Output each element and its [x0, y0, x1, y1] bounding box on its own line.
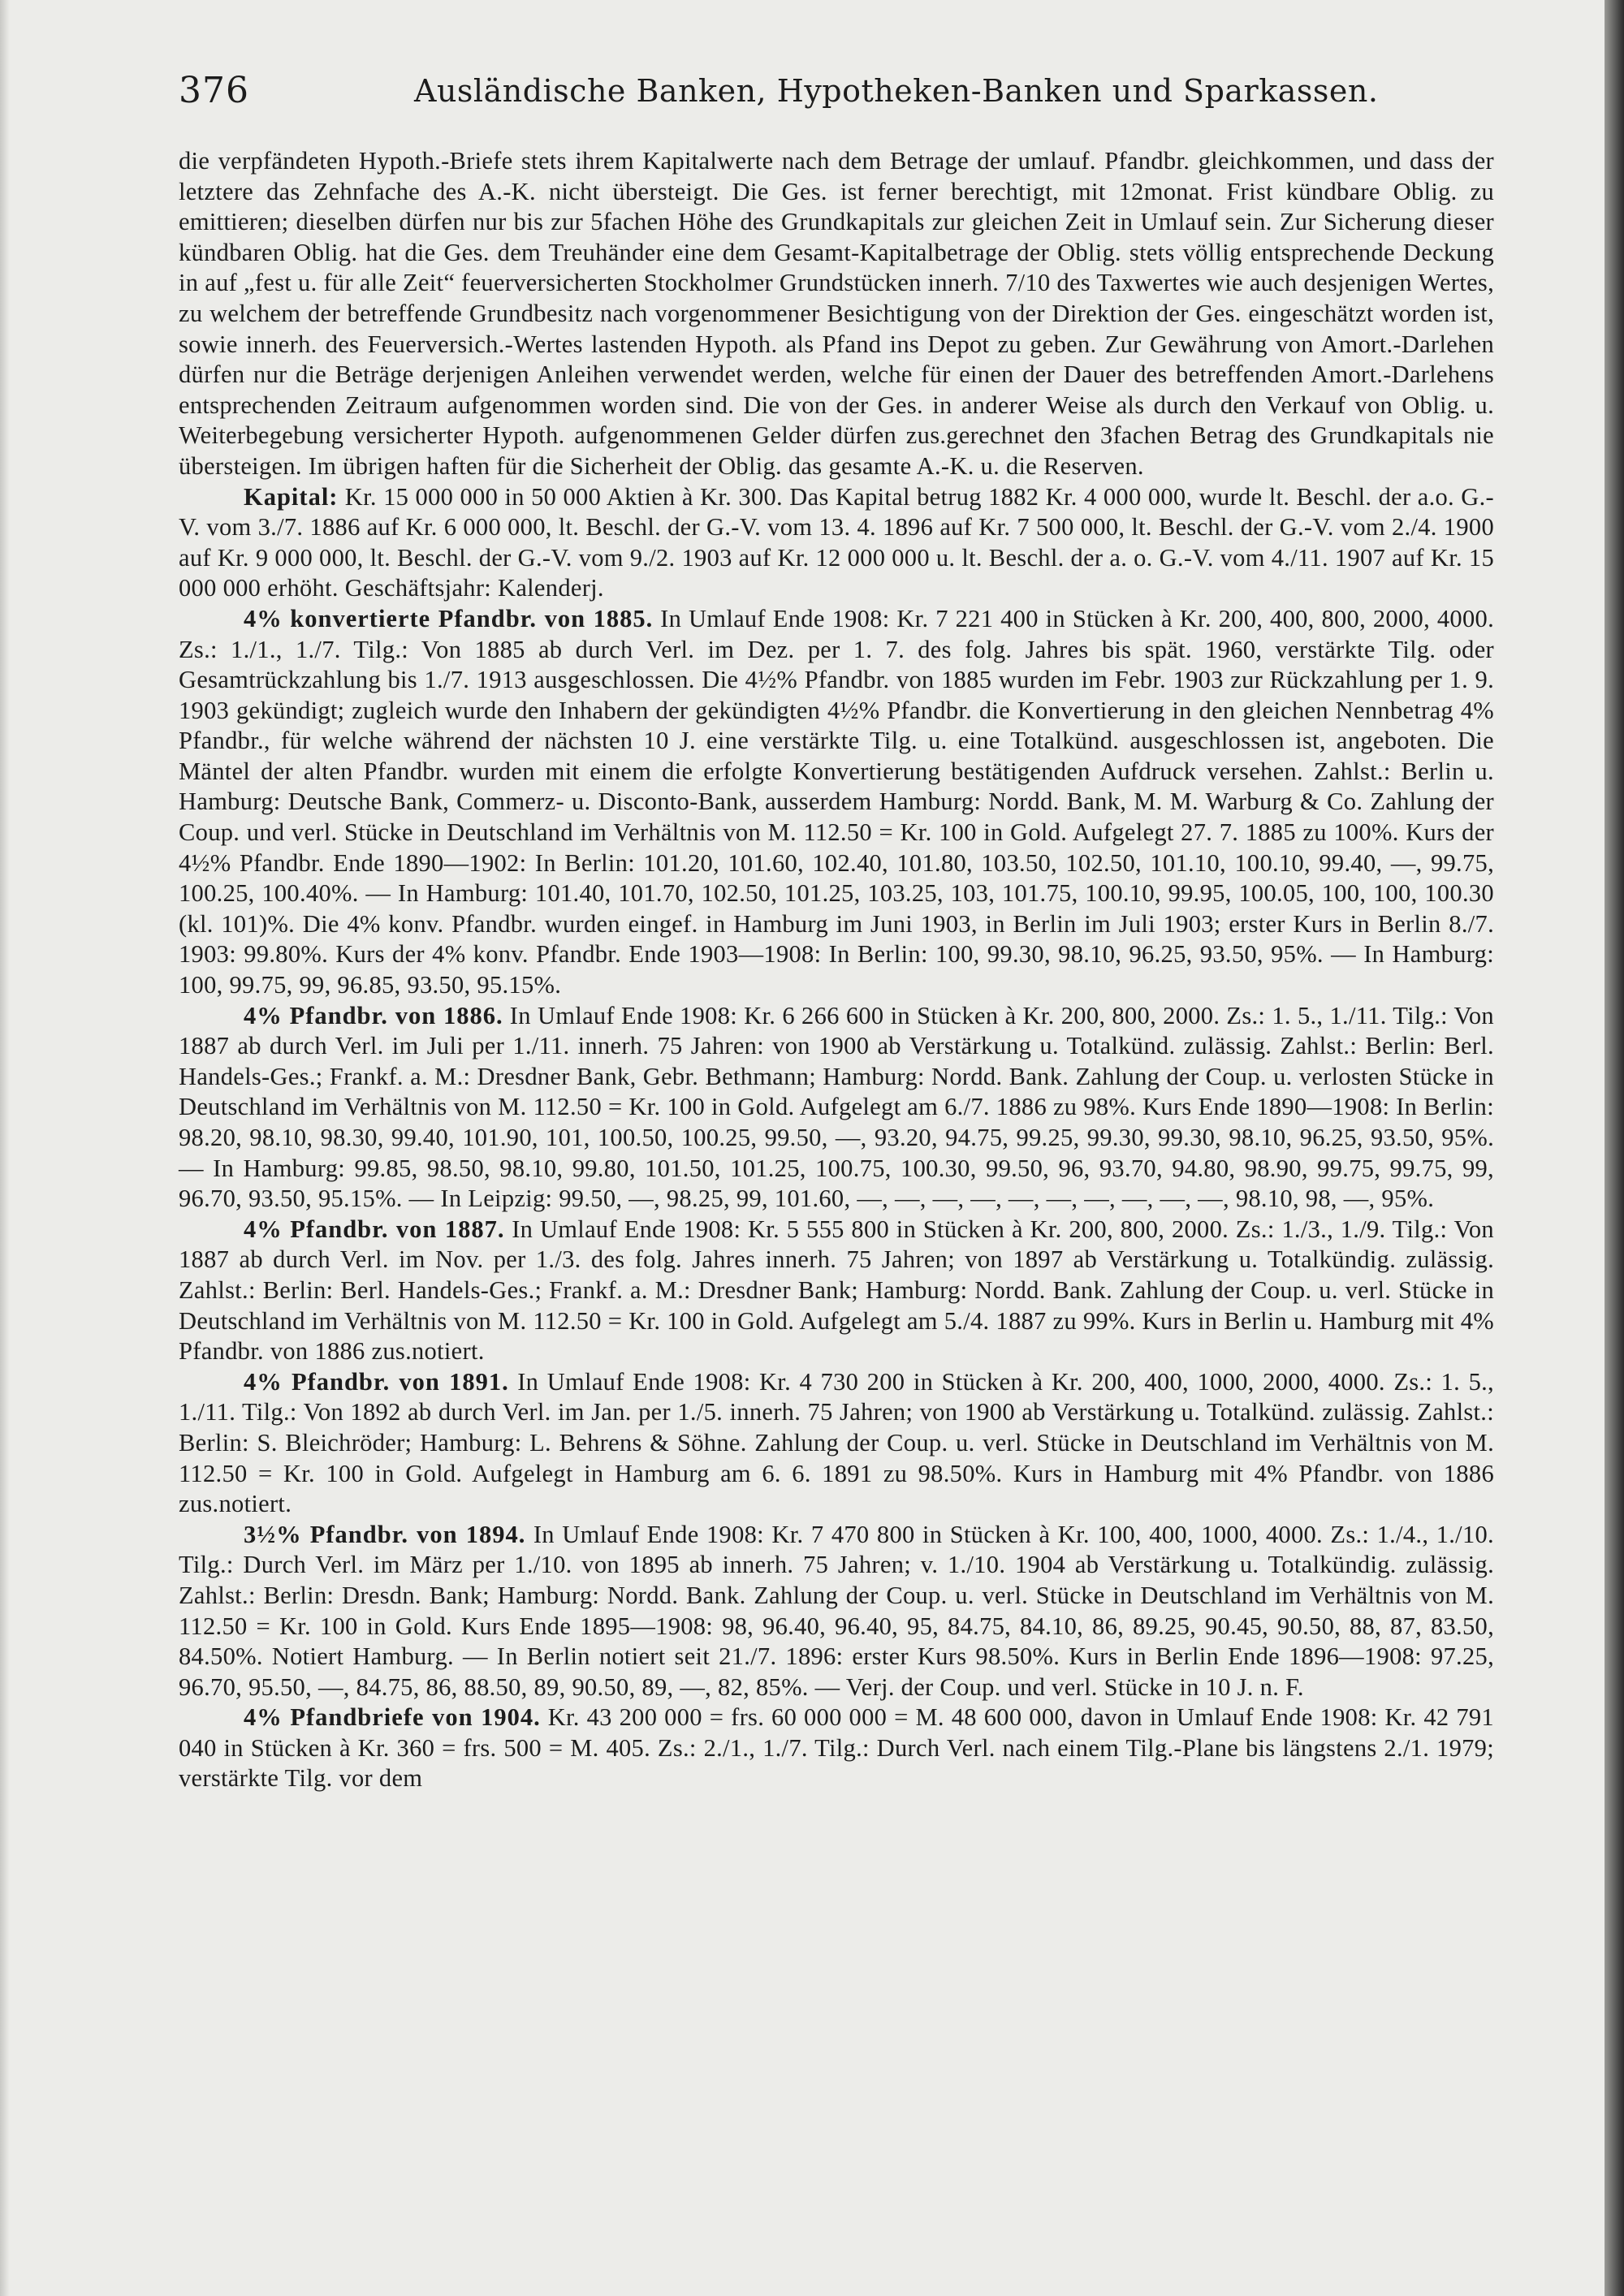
paragraph-heading: Kapital:	[244, 482, 339, 511]
paragraph-text: In Umlauf Ende 1908: Kr. 6 266 600 in Stücken à Kr. 200, 800, 2000. Zs.: 1. 5., 1./11. Tilg.: Von 1887 ab durch Verl. im Juli per 1./11. innerh. 75 Jahren: von 1900 ab Verstärkung u. Totalkünd. zulässig. Zahlst.: Berlin: Berl. Handels-Ges.; Frankf. a. M.: Dresdner Bank, Gebr. Bethmann; Hamburg: Nordd. Bank. Zahlung der Coup. u. verlosten Stücke in Deutschland im Verhältnis von M. 112.50 = Kr. 100 in Gold. Aufgelegt am 6./7. 1886 zu 98%. Kurs Ende 1890—1908: In Berlin: 98.20, 98.10, 98.30, 99.40, 101.90, 101, 100.50, 100.25, 99.50, —, 93.20, 94.75, 99.25, 99.30, 99.30, 98.10, 96.25, 93.50, 95%. — In Hamburg: 99.85, 98.50, 98.10, 99.80, 101.50, 101.25, 100.75, 100.30, 99.50, 96, 93.70, 94.80, 98.90, 99.75, 99.75, 99, 96.70, 93.50, 95.15%. — In Leipzig: 99.50, —, 98.25, 99, 101.60, —, —, —, —, —, —, —, —, —, —, 98.10, 98, —, 95%.	[179, 1001, 1494, 1213]
page-header	[179, 70, 1494, 110]
paragraph-pfandbr-1886	[179, 1001, 1494, 1215]
paragraph-text: In Umlauf Ende 1908: Kr. 7 470 800 in Stücken à Kr. 100, 400, 1000, 4000. Zs.: 1./4., 1./10. Tilg.: Durch Verl. im März per 1./10. von 1895 ab innerh. 75 Jahren; v. 1./10. 1904 ab Verstärkung u. Totalkündig. zulässig. Zahlst.: Berlin: Dresdn. Bank; Hamburg: Nordd. Bank. Zahlung der Coup. u. verl. Stücke in Deutschland im Verhältnis von M. 112.50 = Kr. 100 in Gold. Kurs Ende 1895—1908: 98, 96.40, 96.40, 95, 84.75, 84.10, 86, 89.25, 90.45, 90.50, 88, 87, 83.50, 84.50%. Notiert Hamburg. — In Berlin notiert seit 21./7. 1896: erster Kurs 98.50%. Kurs in Berlin Ende 1896—1908: 97.25, 96.70, 95.50, —, 84.75, 86, 88.50, 89, 90.50, 89, —, 82, 85%. — Verj. der Coup. und verl. Stücke in 10 J. n. F.	[179, 1520, 1494, 1701]
paragraph-security-rules	[179, 146, 1494, 482]
paragraph-text: In Umlauf Ende 1908: Kr. 5 555 800 in Stücken à Kr. 200, 800, 2000. Zs.: 1./3., 1./9. Tilg.: Von 1887 ab durch Verl. im Nov. per 1./3. des folg. Jahres innerh. 75 Jahren; von 1897 ab Verstärkung u. Totalkündig. zulässig. Zahlst.: Berlin: Berl. Handels-Ges.; Frankf. a. M.: Dresdner Bank; Hamburg: Nordd. Bank. Zahlung der Coup. u. verl. Stücke in Deutschland im Verhältnis von M. 112.50 = Kr. 100 in Gold. Aufgelegt am 5./4. 1887 zu 99%. Kurs in Berlin u. Hamburg mit 4% Pfandbr. von 1886 zus.notiert.	[179, 1215, 1494, 1366]
paragraph-pfandbr-1891	[179, 1367, 1494, 1520]
paragraph-heading: 4% Pfandbr. von 1887.	[244, 1215, 505, 1243]
paragraph-heading: 4% Pfandbr. von 1891.	[244, 1367, 509, 1396]
paragraph-text: In Umlauf Ende 1908: Kr. 4 730 200 in Stücken à Kr. 200, 400, 1000, 2000, 4000. Zs.: 1. 5., 1./11. Tilg.: Von 1892 ab durch Verl. im Jan. per 1./5. innerh. 75 Jahren; von 1900 ab Verstärkung u. Totalkünd. zulässig. Zahlst.: Berlin: S. Bleichröder; Hamburg: L. Behrens & Söhne. Zahlung der Coup. u. verl. Stücke in Deutschland im Verhältnis von M. 112.50 = Kr. 100 in Gold. Aufgelegt in Hamburg am 6. 6. 1891 zu 98.50%. Kurs in Hamburg mit 4% Pfandbr. von 1886 zus.notiert.	[179, 1367, 1494, 1518]
paragraph-heading: 3½% Pfandbr. von 1894.	[244, 1520, 526, 1548]
page-left-edge	[0, 0, 10, 2296]
paragraph-text: In Umlauf Ende 1908: Kr. 7 221 400 in Stücken à Kr. 200, 400, 800, 2000, 4000. Zs.: 1./1., 1./7. Tilg.: Von 1885 ab durch Verl. im Dez. per 1. 7. des folg. Jahres bis spät. 1960, verstärkte Tilg. oder Gesamtrückzahlung bis 1./7. 1913 ausgeschlossen. Die 4½% Pfandbr. von 1885 wurden im Febr. 1903 zur Rückzahlung per 1. 9. 1903 gekündigt; zugleich wurde den Inhabern der gekündigten 4½% Pfandbr. die Konvertierung in den gleichen Nennbetrag 4% Pfandbr., für welche während der nächsten 10 J. eine verstärkte Tilg. u. eine Totalkünd. ausgeschlossen ist, angeboten. Die Mäntel der alten Pfandbr. wurden mit einem die erfolgte Konvertierung bestätigenden Aufdruck versehen. Zahlst.: Berlin u. Hamburg: Deutsche Bank, Commerz- u. Disconto-Bank, ausserdem Hamburg: Nordd. Bank, M. M. Warburg & Co. Zahlung der Coup. und verl. Stücke in Deutschland im Verhältnis von M. 112.50 = Kr. 100 in Gold. Aufgelegt 27. 7. 1885 zu 100%. Kurs der 4½% Pfandbr. Ende 1890—1902: In Berlin: 101.20, 101.60, 102.40, 101.80, 103.50, 102.50, 101.10, 100.10, 99.40, —, 99.75, 100.25, 100.40%. — In Hamburg: 101.40, 101.70, 102.50, 101.25, 103.25, 103, 101.75, 100.10, 99.95, 100.05, 100, 100, 100.30 (kl. 101)%. Die 4% konv. Pfandbr. wurden eingef. in Hamburg im Juni 1903, in Berlin im Juli 1903; erster Kurs in Berlin 8./7. 1903: 99.80%. Kurs der 4% konv. Pfandbr. Ende 1903—1908: In Berlin: 100, 99.30, 98.10, 96.25, 93.50, 95%. — In Hamburg: 100, 99.75, 99, 96.85, 93.50, 95.15%.	[179, 604, 1494, 999]
paragraph-pfandbr-1887	[179, 1215, 1494, 1367]
running-head: Ausländische Banken, Hypotheken-Banken und Sparkassen.	[414, 73, 1379, 109]
paragraph-text: die verpfändeten Hypoth.-Briefe stets ihrem Kapitalwerte nach dem Betrage der umlauf. Pfandbr. gleichkommen, und dass der letztere das Zehnfache des A.-K. nicht übersteigt. Die Ges. ist ferner berechtigt, mit 12monat. Frist kündbare Oblig. zu emittieren; dieselben dürfen nur bis zur 5fachen Höhe des Grundkapitals zur gleichen Zeit in Umlauf sein. Zur Sicherung dieser kündbaren Oblig. hat die Ges. dem Treuhänder eine dem Gesamt-Kapitalbetrage der Oblig. stets völlig entsprechende Deckung in auf „fest u. für alle Zeit“ feuerversicherten Stockholmer Grundstücken innerh. 7/10 des Taxwertes wie auch desjenigen Wertes, zu welchem der betreffende Grundbesitz nach vorgenommener Besichtigung von der Direktion der Ges. eingeschätzt worden ist, sowie innerh. des Feuerversich.-Wertes lastenden Hypoth. als Pfand ins Depot zu geben. Zur Gewährung von Amort.-Darlehen dürfen nur die Beträge derjenigen Anleihen verwendet werden, welche für einen der Dauer des betreffenden Amort.-Darlehens entsprechenden Zeitraum aufgenommen worden sind. Die von der Ges. in anderer Weise als durch den Verkauf von Oblig. u. Weiterbegebung versicherter Hypoth. aufgenommenen Gelder dürfen zus.gerechnet den 3fachen Betrag des Grundkapitals nie übersteigen. Im übrigen haften für die Sicherheit der Oblig. das gesamte A.-K. u. die Reserven.	[179, 147, 1494, 480]
paragraph-text: Kr. 15 000 000 in 50 000 Aktien à Kr. 300. Das Kapital betrug 1882 Kr. 4 000 000, wurde lt. Beschl. der a.o. G.-V. vom 3./7. 1886 auf Kr. 6 000 000, lt. Beschl. der G.-V. vom 13. 4. 1896 auf Kr. 7 500 000, lt. Beschl. der G.-V. vom 2./4. 1900 auf Kr. 9 000 000, lt. Beschl. der G.-V. vom 9./2. 1903 auf Kr. 12 000 000 u. lt. Beschl. der a. o. G.-V. vom 4./11. 1907 auf Kr. 15 000 000 erhöht. Geschäftsjahr: Kalenderj.	[179, 482, 1495, 602]
paragraph-pfandbriefe-1904	[179, 1703, 1494, 1794]
page-number: 376	[179, 70, 249, 111]
paragraph-text: Kr. 43 200 000 = frs. 60 000 000 = M. 48 600 000, davon in Umlauf Ende 1908: Kr. 42 791 040 in Stücken à Kr. 360 = frs. 500 = M. 405. Zs.: 2./1., 1./7. Tilg.: Durch Verl. nach einem Tilg.-Plane bis längstens 2./1. 1979; verstärkte Tilg. vor dem	[179, 1703, 1494, 1793]
paragraph-heading: 4% Pfandbr. von 1886.	[244, 1001, 503, 1029]
paragraph-pfandbr-1894	[179, 1520, 1494, 1703]
paragraph-pfandbr-1885	[179, 604, 1494, 1001]
page-right-edge	[1605, 0, 1624, 2296]
body-text	[179, 146, 1494, 1794]
paragraph-kapital	[179, 482, 1494, 604]
paragraph-heading: 4% konvertierte Pfandbr. von 1885.	[244, 604, 654, 632]
paragraph-heading: 4% Pfandbriefe von 1904.	[244, 1703, 541, 1732]
